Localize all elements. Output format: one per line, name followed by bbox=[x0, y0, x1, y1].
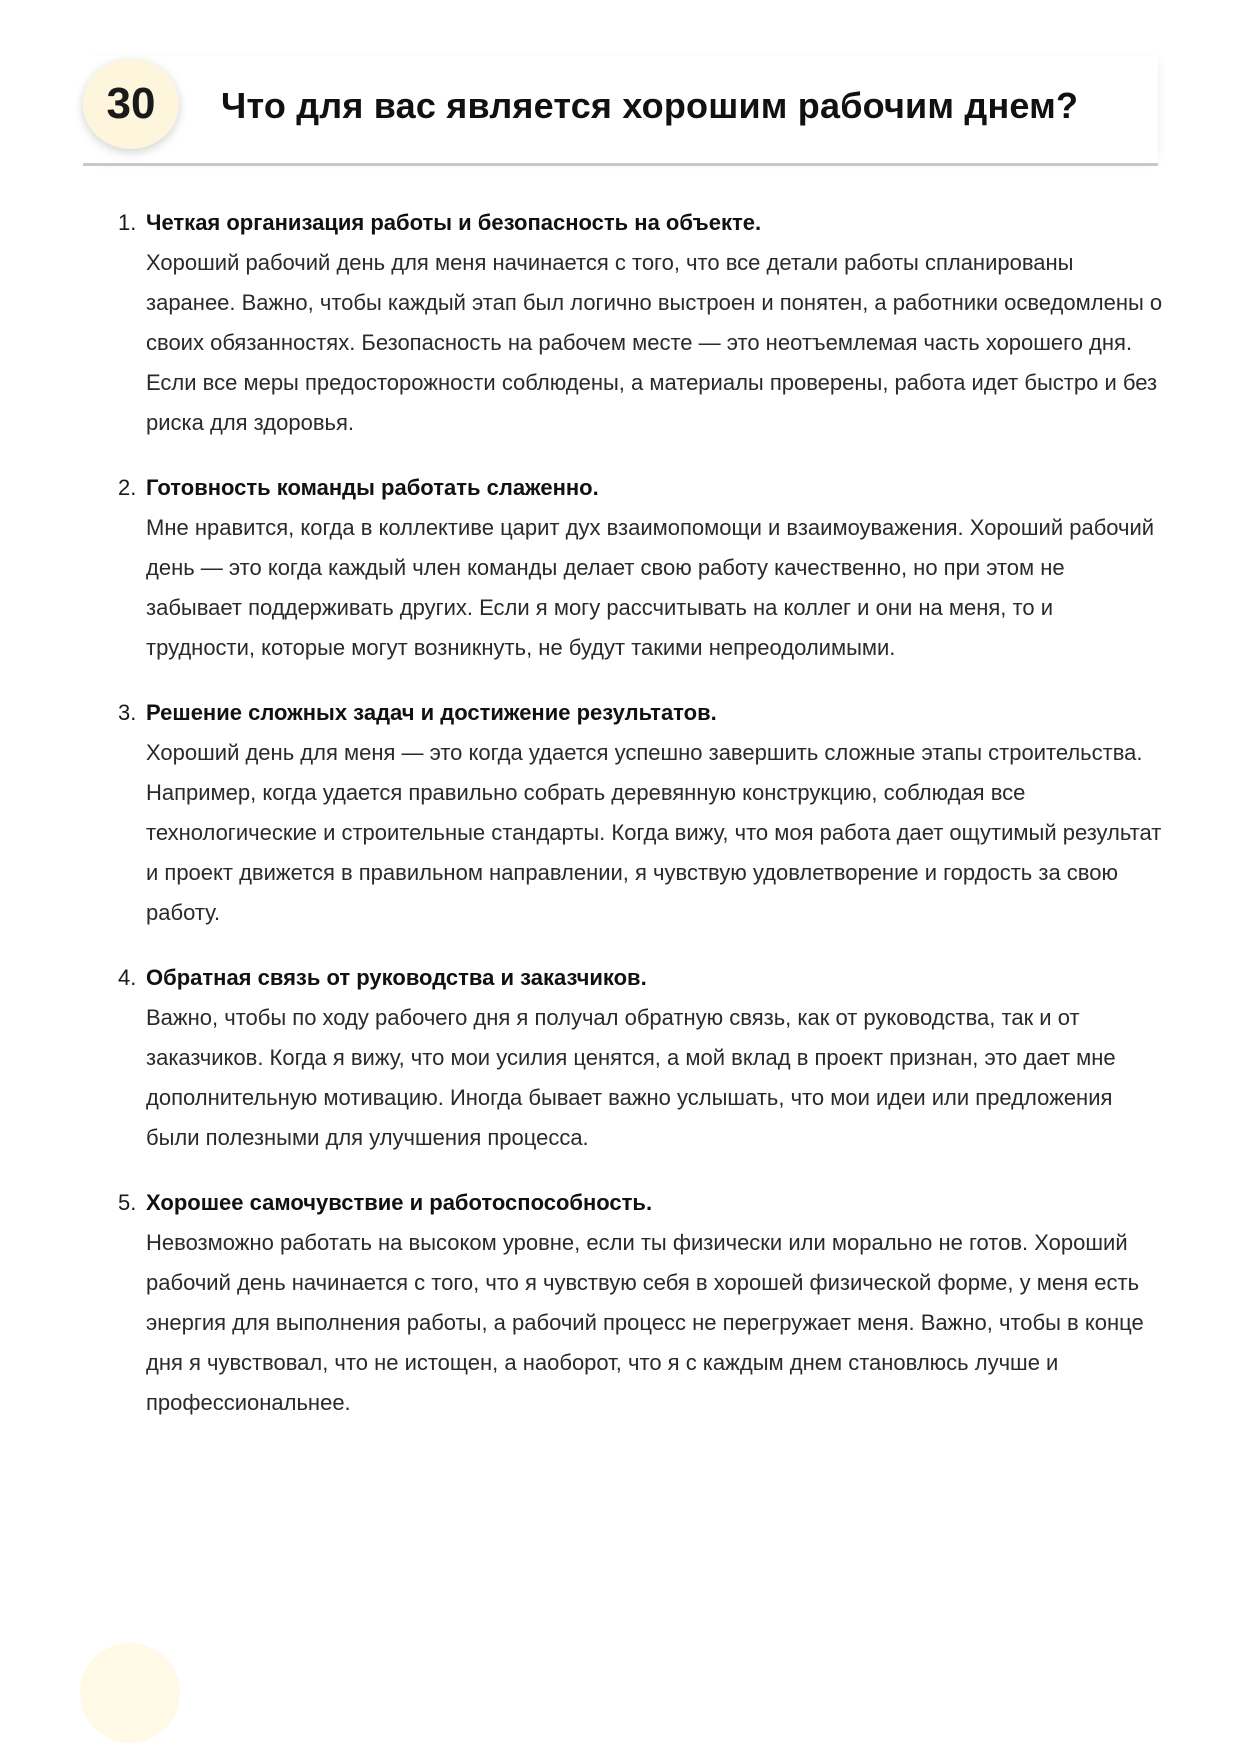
item-body: Важно, чтобы по ходу рабочего дня я получал обратную связь, как от руководства, так и от заказчиков. Когда я вижу, что мои усилия ценятся, а мой вклад в проект признан, это дает мне дополнительную мотивацию. Иногда бывает важно услышать, что мои идеи или предложения были полезными для улучшения процесса. bbox=[146, 1005, 1116, 1150]
page-header bbox=[83, 55, 1158, 166]
item-heading: Готовность команды работать слаженно. bbox=[146, 475, 599, 500]
item-number: 2. bbox=[118, 475, 137, 500]
item-heading: Решение сложных задач и достижение результатов. bbox=[146, 700, 717, 725]
item-body: Хороший день для меня — это когда удается успешно завершить сложные этапы строительства. Например, когда удается правильно собрать деревянную конструкцию, соблюдая все технологические и строительные стандарты. Когда вижу, что моя работа дает ощутимый результат и проект движется в правильном направлении, я чувствую удовлетворение и гордость за свою работу. bbox=[146, 740, 1162, 925]
list-item bbox=[118, 1183, 1163, 1423]
item-heading: Четкая организация работы и безопасность на объекте. bbox=[146, 210, 762, 235]
item-number: 5. bbox=[118, 1190, 137, 1215]
list-item bbox=[118, 693, 1163, 933]
item-heading: Хорошее самочувствие и работоспособность. bbox=[146, 1190, 653, 1215]
item-number: 4. bbox=[118, 965, 137, 990]
page-title: Что для вас является хорошим рабочим днем? bbox=[221, 85, 1079, 126]
next-page-badge-decoration bbox=[80, 1643, 180, 1743]
answer-list bbox=[118, 203, 1163, 1448]
item-heading: Обратная связь от руководства и заказчиков. bbox=[146, 965, 647, 990]
item-number: 3. bbox=[118, 700, 137, 725]
list-item bbox=[118, 203, 1163, 443]
item-body: Невозможно работать на высоком уровне, если ты физически или морально не готов. Хороший рабочий день начинается с того, что я чувствую себя в хорошей физической форме, у меня есть энергия для выполнения работы, а рабочий процесс не перегружает меня. Важно, чтобы в конце дня я чувствовал, что не истощен, а наоборот, что я с каждым днем становлюсь лучше и профессиональнее. bbox=[146, 1230, 1144, 1415]
item-body: Мне нравится, когда в коллективе царит дух взаимопомощи и взаимоуважения. Хороший рабочий день — это когда каждый член команды делает свою работу качественно, но при этом не забывает поддерживать других. Если я могу рассчитывать на коллег и они на меня, то и трудности, которые могут возникнуть, не будут такими непреодолимыми. bbox=[146, 515, 1155, 660]
item-body: Хороший рабочий день для меня начинается с того, что все детали работы спланированы заранее. Важно, чтобы каждый этап был логично выстроен и понятен, а работники осведомлены о своих обязанностях. Безопасность на рабочем месте — это неотъемлемая часть хорошего дня. Если все меры предосторожности соблюдены, а материалы проверены, работа идет быстро и без риска для здоровья. bbox=[146, 250, 1163, 435]
list-item bbox=[118, 468, 1163, 668]
question-number-badge: 30 bbox=[83, 59, 179, 149]
list-item bbox=[118, 958, 1163, 1158]
item-number: 1. bbox=[118, 210, 137, 235]
page-edge-shadow bbox=[1150, 1660, 1158, 1730]
